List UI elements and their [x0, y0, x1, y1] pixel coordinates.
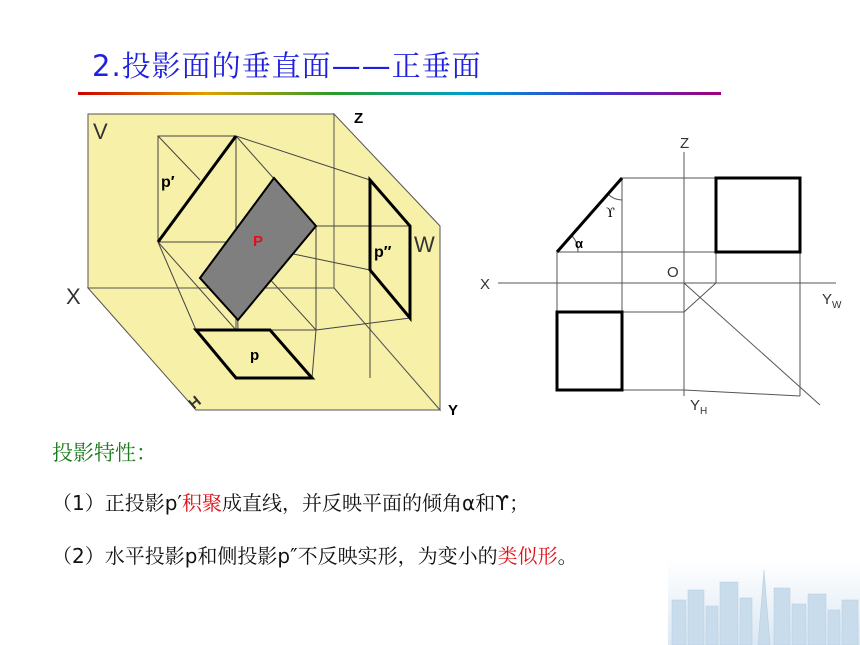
- label-plane-p: P: [253, 233, 264, 250]
- label-axis-y: Y: [448, 402, 459, 419]
- label-v-plane: V: [93, 119, 108, 144]
- property-line-1: （1）正投影p′积聚成直线，并反映平面的倾角α和ϒ；: [52, 491, 530, 515]
- label-h-plane: H: [185, 392, 205, 413]
- label-axis-x: X: [66, 284, 81, 309]
- label-front-projection: p′: [161, 174, 175, 191]
- properties-heading: 投影特性：: [52, 441, 157, 465]
- top-projection-2d: [557, 312, 622, 390]
- label-side-projection: p″: [374, 244, 392, 261]
- label-axis-z-2d: Z: [680, 135, 690, 152]
- label-origin: O: [667, 264, 679, 281]
- page-title: 2.投影面的垂直面——正垂面: [92, 49, 482, 83]
- label-axis-x-2d: X: [480, 276, 491, 293]
- city-skyline-decoration: [668, 560, 860, 645]
- label-axis-yw: $Y_W$: [822, 291, 842, 311]
- property-line-2: （2）水平投影p和侧投影p″不反映实形，为变小的类似形。: [52, 544, 578, 568]
- side-projection-2d: [716, 178, 800, 252]
- label-angle-alpha: α: [575, 236, 583, 251]
- right-2d-figure: [480, 135, 842, 417]
- label-angle-gamma: ϒ: [606, 206, 615, 221]
- label-axis-z: Z: [354, 110, 364, 127]
- left-3d-figure: [66, 110, 458, 419]
- label-axis-yh: $Y_H$: [690, 397, 708, 417]
- label-top-projection: p: [250, 347, 260, 364]
- label-w-plane: W: [414, 232, 435, 257]
